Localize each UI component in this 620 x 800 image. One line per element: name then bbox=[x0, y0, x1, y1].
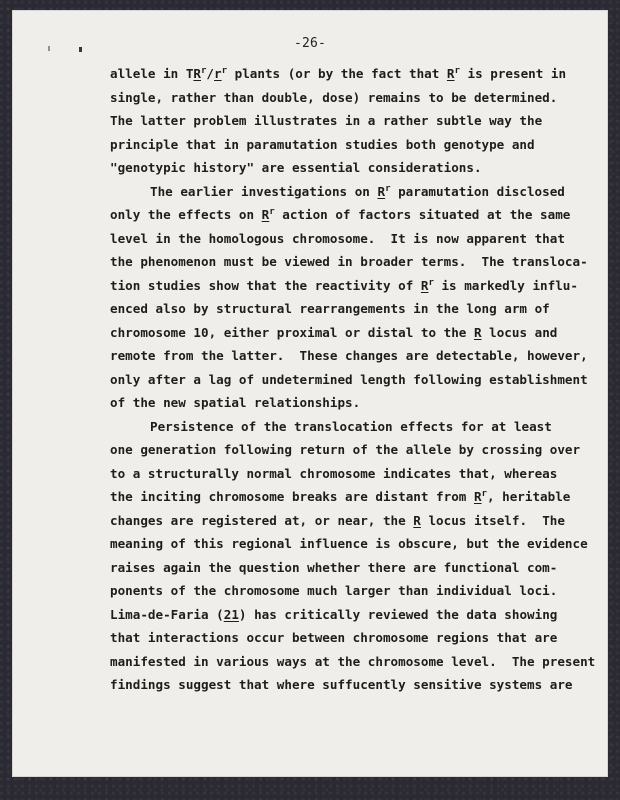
text-run: one generation following return of the allele by crossing over bbox=[110, 442, 581, 457]
text-run: allele in T bbox=[110, 66, 194, 81]
text-run: locus and bbox=[481, 324, 558, 340]
underlined-text: 21 bbox=[223, 606, 239, 622]
text-line bbox=[110, 250, 588, 274]
text-run: only the effects on bbox=[110, 207, 262, 222]
text-line bbox=[110, 274, 578, 298]
underlined-text: r bbox=[214, 66, 222, 81]
text-line bbox=[110, 391, 570, 415]
text-line bbox=[110, 673, 573, 697]
text-line bbox=[110, 532, 588, 556]
text-run: enced also by structural rearrangements in the long arm of bbox=[110, 301, 550, 316]
underlined-text: R bbox=[261, 207, 270, 222]
superscript: r bbox=[269, 207, 275, 217]
text-run: Persistence of the translocation effects for at least bbox=[150, 418, 552, 434]
text-run: manifested in various ways at the chromosome level. The present bbox=[110, 653, 596, 669]
superscript: r bbox=[221, 66, 228, 76]
text-run: is present in bbox=[459, 66, 567, 81]
text-run: ponents of the chromosome much larger than individual loci. bbox=[110, 583, 558, 598]
text-run: the inciting chromosome breaks are distant from bbox=[110, 489, 474, 504]
text-line bbox=[110, 133, 570, 157]
text-line bbox=[110, 485, 570, 509]
text-line bbox=[110, 180, 570, 204]
text-run: , heritable bbox=[486, 489, 571, 504]
text-run: is markedly influ- bbox=[433, 277, 578, 293]
text-line bbox=[110, 650, 596, 674]
text-run: level in the homologous chromosome. It is now apparent that bbox=[110, 230, 565, 246]
text-line bbox=[110, 156, 570, 180]
text-run: The latter problem illustrates in a rather subtle way the bbox=[110, 113, 543, 128]
text-run: changes are registered at, or near, the bbox=[110, 512, 414, 528]
text-run: / bbox=[206, 66, 215, 81]
underlined-text: R bbox=[473, 324, 482, 340]
underlined-text: R bbox=[473, 489, 482, 504]
text-line bbox=[110, 344, 588, 368]
underlined-text: R bbox=[413, 512, 421, 528]
text-line bbox=[110, 603, 570, 627]
text-line bbox=[110, 509, 570, 533]
text-run: principle that in paramutation studies both genotype and bbox=[110, 136, 535, 152]
text-run: "genotypic history" are essential considerations. bbox=[110, 160, 482, 175]
text-run: that interactions occur between chromosome regions that are bbox=[110, 630, 558, 645]
text-run: chromosome 10, either proximal or distal to the bbox=[110, 324, 474, 340]
underlined-text: R bbox=[193, 66, 201, 81]
document-body bbox=[110, 62, 596, 697]
text-line bbox=[110, 626, 570, 650]
text-line bbox=[110, 462, 570, 486]
text-run: ) has critically reviewed the data showing bbox=[238, 606, 558, 622]
text-line bbox=[110, 438, 581, 462]
text-line bbox=[110, 415, 570, 439]
underlined-text: R bbox=[420, 277, 429, 293]
text-line bbox=[110, 109, 570, 133]
superscript: r bbox=[454, 66, 460, 76]
text-line bbox=[110, 368, 588, 392]
text-run: meaning of this regional influence is obscure, but the evidence bbox=[110, 536, 588, 551]
text-line bbox=[110, 62, 570, 86]
text-run: remote from the latter. These changes are detectable, however, bbox=[110, 348, 588, 363]
text-run: the phenomenon must be viewed in broader terms. The transloca- bbox=[110, 254, 588, 269]
document-page bbox=[12, 10, 608, 777]
text-run: single, rather than double, dose) remains to be determined. bbox=[110, 89, 558, 105]
text-run: only after a lag of undetermined length following establishment bbox=[110, 371, 588, 387]
text-run: plants (or by the fact that bbox=[227, 66, 447, 81]
text-run: paramutation disclosed bbox=[390, 183, 565, 199]
text-run: findings suggest that where suffucently sensitive systems are bbox=[110, 677, 573, 692]
text-line bbox=[110, 556, 570, 580]
text-run: raises again the question whether there are functional com- bbox=[110, 559, 558, 575]
superscript: r bbox=[481, 489, 487, 499]
text-run: Lima-de-Faria ( bbox=[110, 606, 224, 622]
text-line bbox=[110, 203, 570, 227]
text-line bbox=[110, 297, 570, 321]
text-run: The earlier investigations on bbox=[150, 183, 378, 199]
underlined-text: R bbox=[377, 183, 386, 199]
text-run: locus itself. The bbox=[420, 512, 565, 528]
text-line bbox=[110, 86, 570, 110]
superscript: r bbox=[428, 277, 434, 288]
text-line bbox=[110, 579, 570, 603]
text-run: tion studies show that the reactivity of bbox=[110, 277, 421, 293]
text-run: action of factors situated at the same bbox=[274, 207, 571, 222]
page-number: -26- bbox=[293, 36, 327, 51]
text-run: of the new spatial relationships. bbox=[110, 395, 361, 410]
superscript: r bbox=[385, 183, 391, 194]
text-line bbox=[110, 321, 570, 345]
superscript: r bbox=[201, 66, 207, 76]
text-line bbox=[110, 227, 570, 251]
text-run: to a structurally normal chromosome indicates that, whereas bbox=[110, 465, 558, 481]
underlined-text: R bbox=[446, 66, 455, 81]
